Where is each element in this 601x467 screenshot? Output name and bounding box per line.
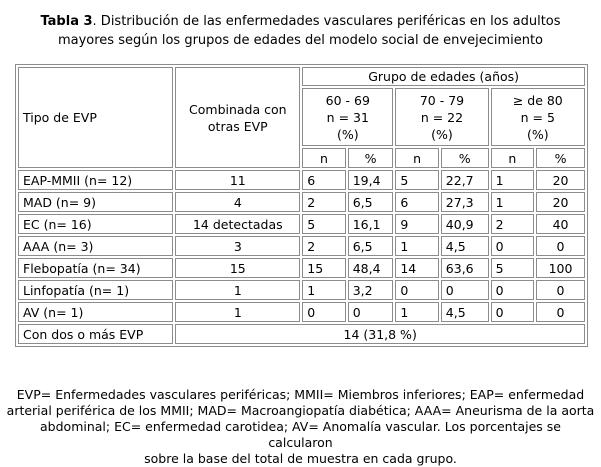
cell-value: 5 xyxy=(395,170,438,190)
table-row xyxy=(18,170,585,190)
cell-value: 1 xyxy=(302,280,345,300)
cell-value: 4,5 xyxy=(441,302,489,322)
cell-value: 6 xyxy=(395,192,438,212)
cell-value: 0 xyxy=(395,280,438,300)
cell-value: 0 xyxy=(536,280,585,300)
cell-value: 0 xyxy=(491,236,534,256)
table-row xyxy=(18,192,585,212)
group-range: ≥ de 80 xyxy=(512,92,563,108)
cell-value: 9 xyxy=(395,214,438,234)
subheader-pct: % xyxy=(348,148,394,168)
cell-value: 0 xyxy=(491,302,534,322)
cell-value: 0 xyxy=(441,280,489,300)
cell-value: 6 xyxy=(302,170,345,190)
header-group-80-plus xyxy=(491,88,585,146)
header-combinada-line1: Combinada con xyxy=(189,101,287,117)
cell-value: 2 xyxy=(302,236,345,256)
cell-combinada: 3 xyxy=(175,236,300,256)
subheader-pct: % xyxy=(536,148,585,168)
evp-table xyxy=(15,64,588,347)
group-pct: (%) xyxy=(336,126,359,142)
table-row xyxy=(18,302,585,322)
subheader-n: n xyxy=(395,148,438,168)
footnote-line: abdominal; EC= enfermedad carotidea; AV= Anomalía vascular. Los porcentajes se calcularon xyxy=(40,419,561,450)
cell-tipo: Linfopatía (n= 1) xyxy=(18,280,173,300)
group-range: 60 - 69 xyxy=(325,92,370,108)
summary-value: 14 (31,8 %) xyxy=(175,324,585,344)
cell-value: 27,3 xyxy=(441,192,489,212)
summary-row xyxy=(18,324,585,344)
cell-value: 4,5 xyxy=(441,236,489,256)
cell-value: 40,9 xyxy=(441,214,489,234)
header-combinada-line2: otras EVP xyxy=(207,118,268,134)
cell-value: 100 xyxy=(536,258,585,278)
cell-tipo: MAD (n= 9) xyxy=(18,192,173,212)
cell-value: 0 xyxy=(536,302,585,322)
cell-value: 20 xyxy=(536,170,585,190)
table-row xyxy=(18,236,585,256)
header-grupo-edades: Grupo de edades (años) xyxy=(302,67,585,86)
cell-tipo: EAP-MMII (n= 12) xyxy=(18,170,173,190)
cell-value: 5 xyxy=(491,258,534,278)
group-pct: (%) xyxy=(526,126,549,142)
cell-combinada: 4 xyxy=(175,192,300,212)
cell-value: 0 xyxy=(302,302,345,322)
caption-line-1 xyxy=(0,12,601,31)
cell-combinada: 11 xyxy=(175,170,300,190)
footnote-line: EVP= Enfermedades vasculares periféricas; MMII= Miembros inferiores; EAP= enfermedad xyxy=(16,387,585,402)
caption-label: Tabla 3 xyxy=(40,14,93,29)
cell-tipo: AV (n= 1) xyxy=(18,302,173,322)
cell-value: 20 xyxy=(536,192,585,212)
cell-value: 1 xyxy=(395,236,438,256)
table-caption xyxy=(0,12,601,50)
cell-value: 40 xyxy=(536,214,585,234)
footnote-line: arterial periférica de los MMII; MAD= Macroangiopatía diabética; AAA= Aneurisma de la aorta xyxy=(6,403,595,418)
cell-combinada: 1 xyxy=(175,302,300,322)
cell-value: 2 xyxy=(302,192,345,212)
cell-value: 14 xyxy=(395,258,438,278)
group-n: n = 22 xyxy=(420,109,464,125)
cell-value: 1 xyxy=(491,170,534,190)
cell-value: 15 xyxy=(302,258,345,278)
table-row xyxy=(18,258,585,278)
cell-tipo: Flebopatía (n= 34) xyxy=(18,258,173,278)
header-row-1 xyxy=(18,67,585,86)
caption-line-2: mayores según los grupos de edades del modelo social de envejecimiento xyxy=(57,33,544,48)
header-combinada xyxy=(175,67,300,168)
cell-value: 63,6 xyxy=(441,258,489,278)
subheader-pct: % xyxy=(441,148,489,168)
cell-value: 0 xyxy=(348,302,394,322)
cell-value: 22,7 xyxy=(441,170,489,190)
cell-value: 16,1 xyxy=(348,214,394,234)
summary-label: Con dos o más EVP xyxy=(18,324,173,344)
group-range: 70 - 79 xyxy=(419,92,465,108)
group-n: n = 31 xyxy=(326,109,369,125)
table-row xyxy=(18,214,585,234)
cell-value: 0 xyxy=(491,280,534,300)
cell-value: 6,5 xyxy=(348,192,394,212)
cell-value: 48,4 xyxy=(348,258,394,278)
subheader-n: n xyxy=(491,148,534,168)
cell-value: 1 xyxy=(491,192,534,212)
cell-value: 0 xyxy=(536,236,585,256)
table-row xyxy=(18,280,585,300)
group-pct: (%) xyxy=(431,126,453,142)
subheader-n: n xyxy=(302,148,345,168)
header-group-70-79 xyxy=(395,88,488,146)
cell-tipo: AAA (n= 3) xyxy=(18,236,173,256)
cell-tipo: EC (n= 16) xyxy=(18,214,173,234)
header-group-60-69 xyxy=(302,88,393,146)
footnote-line: sobre la base del total de muestra en cada grupo. xyxy=(144,451,457,466)
header-tipo: Tipo de EVP xyxy=(18,67,173,168)
cell-value: 3,2 xyxy=(348,280,394,300)
cell-value: 5 xyxy=(302,214,345,234)
cell-combinada: 14 detectadas xyxy=(175,214,300,234)
cell-value: 1 xyxy=(395,302,438,322)
cell-value: 6,5 xyxy=(348,236,394,256)
table-footnote xyxy=(6,387,595,467)
cell-value: 19,4 xyxy=(348,170,394,190)
cell-value: 2 xyxy=(491,214,534,234)
caption-text: . Distribución de las enfermedades vasculares periféricas en los adultos xyxy=(92,14,561,29)
group-n: n = 5 xyxy=(520,109,555,125)
cell-combinada: 1 xyxy=(175,280,300,300)
cell-combinada: 15 xyxy=(175,258,300,278)
